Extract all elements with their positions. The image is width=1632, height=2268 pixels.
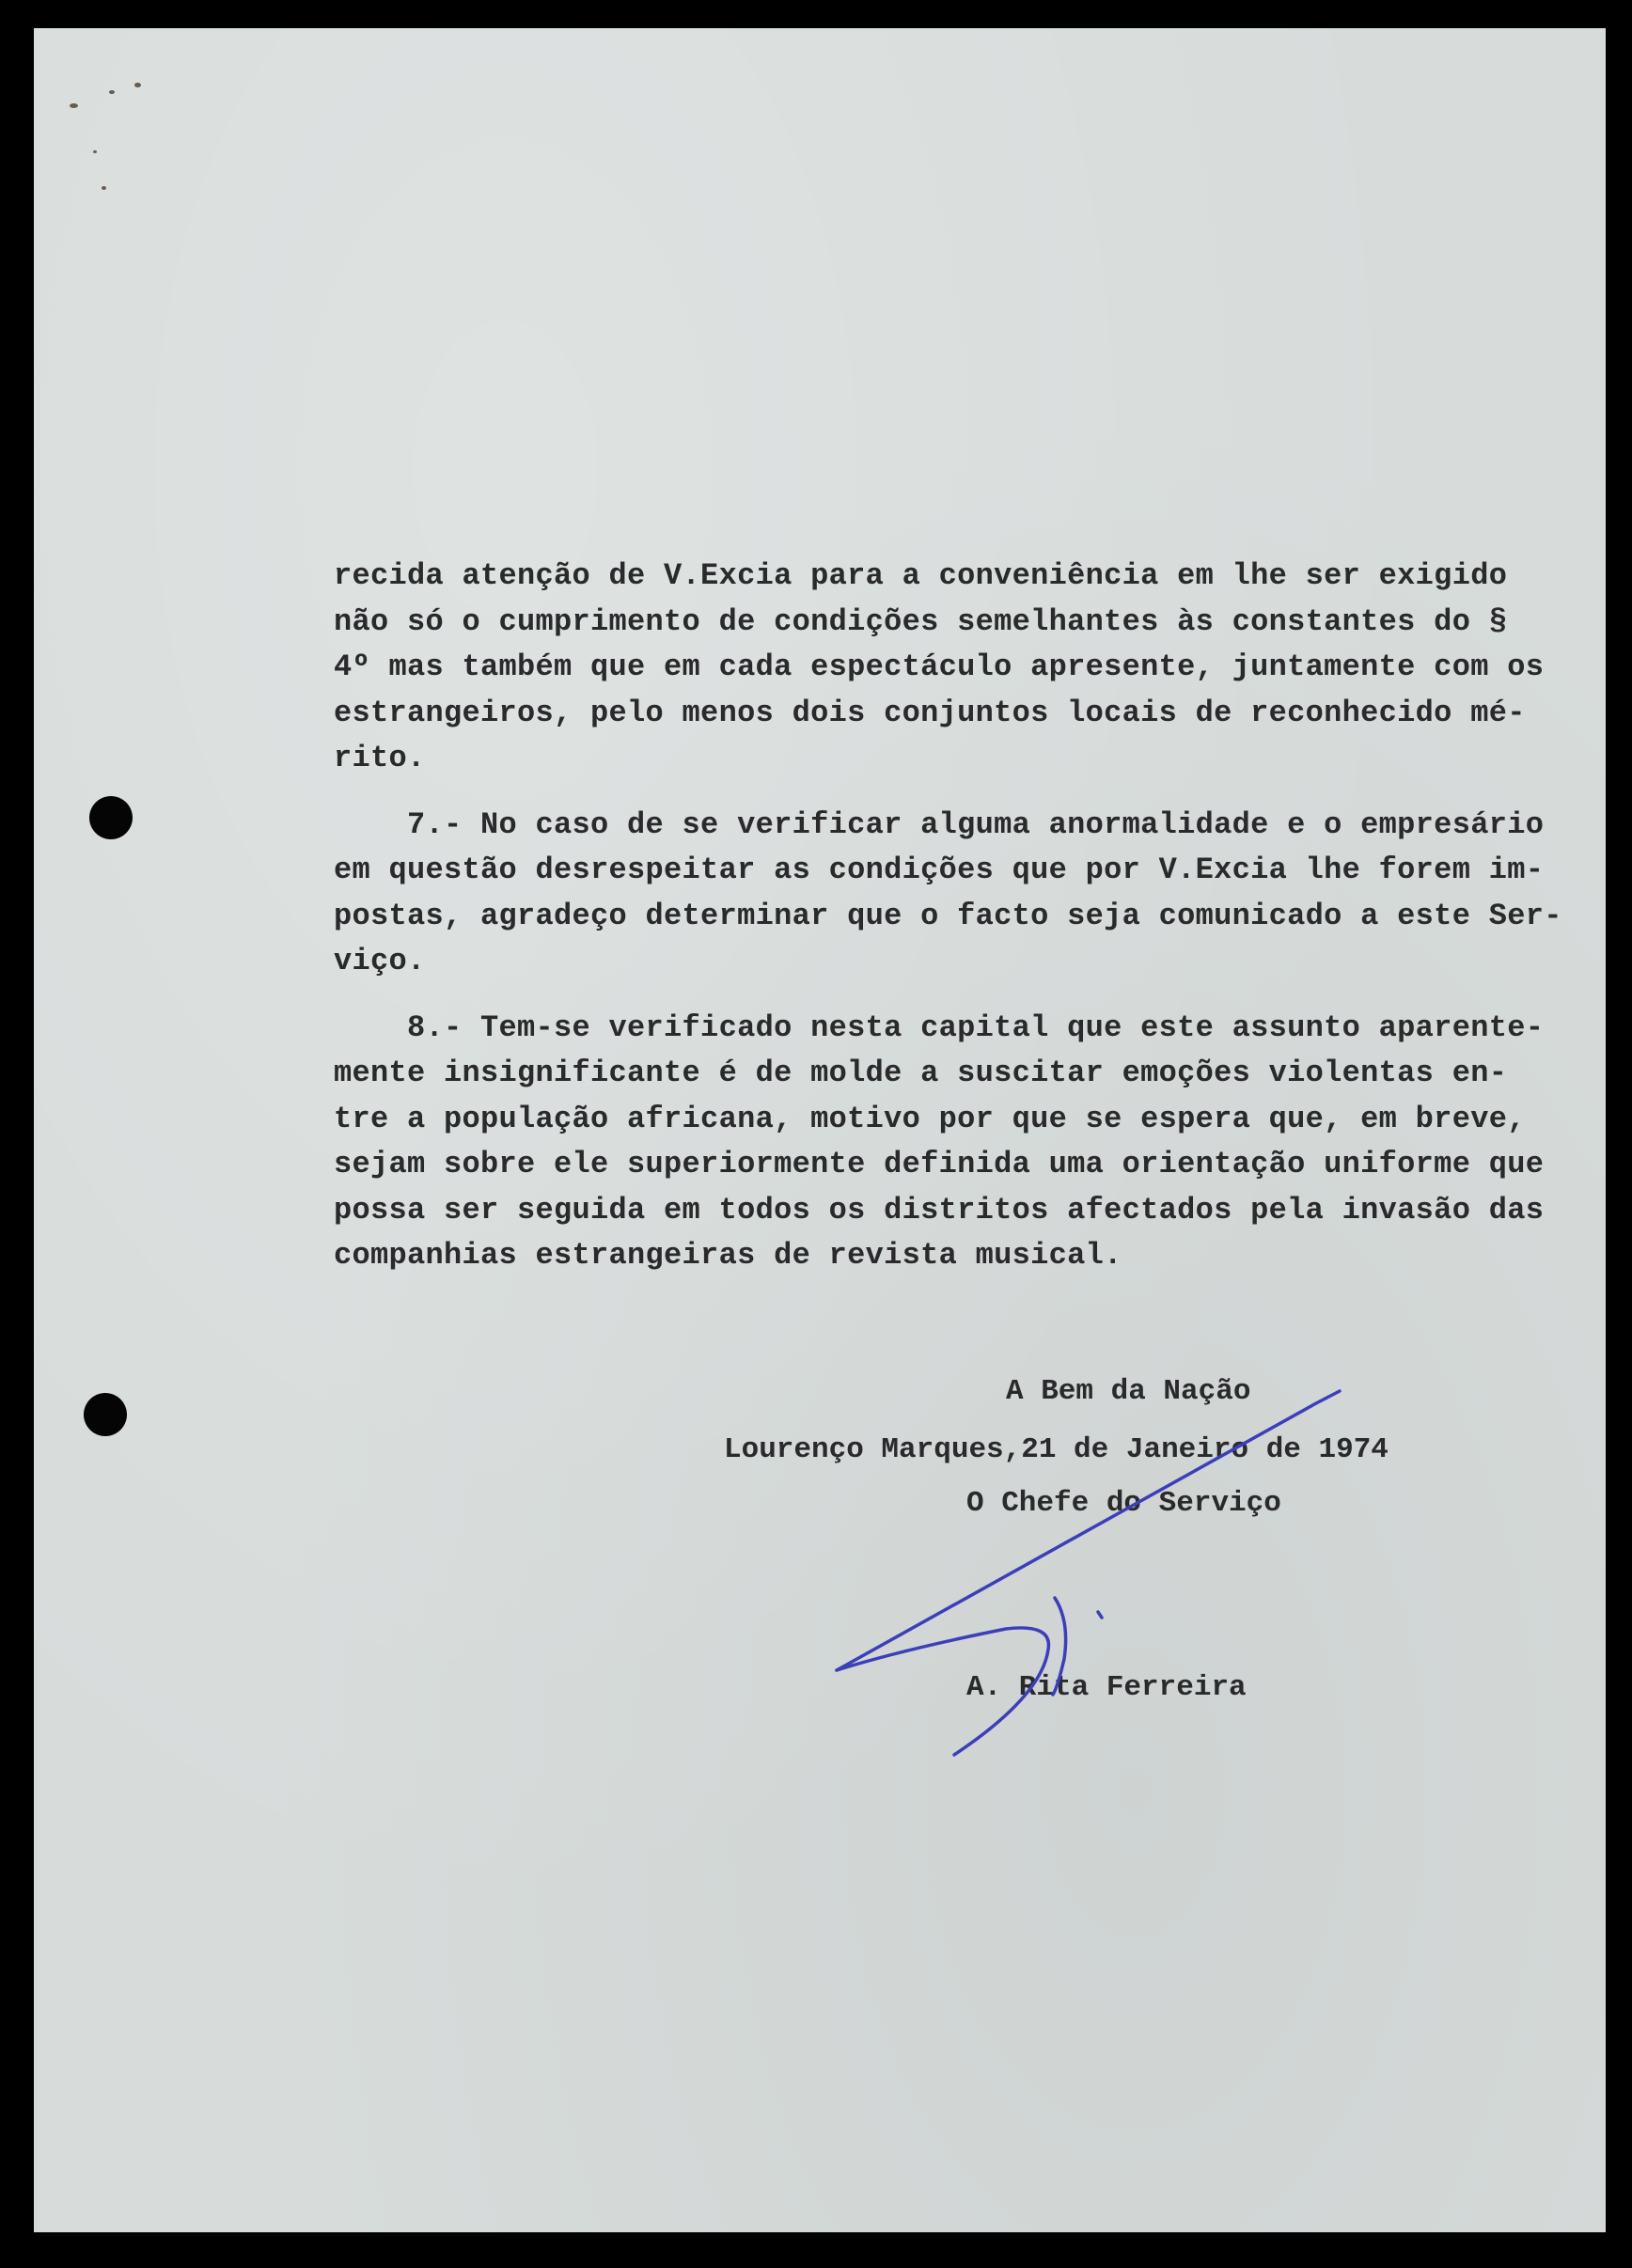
text-line: postas, agradeço determinar que o facto seja comunicado a este Ser-	[334, 898, 1562, 933]
text-line: tre a população africana, motivo por que se espera que, em breve,	[334, 1101, 1526, 1136]
text-line: possa ser seguida em todos os distritos afectados pela invasão das	[334, 1192, 1545, 1228]
text-line: 4º mas também que em cada espectáculo apresente, juntamente com os	[334, 649, 1545, 684]
handwritten-signature	[818, 1377, 1363, 1772]
paragraph-7	[334, 807, 1593, 990]
text-line: sejam sobre ele superiormente definida uma orientação uniforme que	[334, 1147, 1545, 1181]
text-line: 7.- No caso de se verificar alguma anormalidade e o empresário	[334, 806, 1545, 842]
punch-hole-top	[89, 796, 133, 839]
text-line: rito.	[334, 741, 426, 775]
paragraph-6-continuation	[334, 558, 1593, 787]
paper-speck	[93, 150, 97, 153]
letter-body	[334, 558, 1593, 1284]
text-line: não só o cumprimento de condições semelhantes às constantes do §	[334, 603, 1508, 639]
text-line: mente insignificante é de molde a suscitar emoções violentas en-	[334, 1056, 1508, 1090]
paper-speck	[102, 186, 106, 190]
paper-speck	[70, 103, 78, 108]
text-line: 8.- Tem-se verificado nesta capital que este assunto aparente-	[334, 1009, 1545, 1045]
text-line: estrangeiros, pelo menos dois conjuntos locais de reconhecido mé-	[334, 695, 1526, 730]
place-and-date: Lourenço Marques,21 de Janeiro de 1974	[724, 1433, 1389, 1466]
punch-hole-bottom	[84, 1393, 127, 1436]
paper-speck	[109, 90, 115, 94]
closing-salutation: A Bem da Nação	[1006, 1375, 1251, 1408]
text-line: recida atenção de V.Excia para a conveniência em lhe ser exigido	[334, 558, 1508, 593]
paper-speck	[134, 83, 141, 87]
signatory-title: O Chefe do Serviço	[966, 1487, 1281, 1520]
text-line: viço.	[334, 944, 426, 978]
text-line: companhias estrangeiras de revista musical.	[334, 1238, 1122, 1273]
paragraph-8	[334, 1010, 1593, 1284]
signatory-name: A. Rita Ferreira	[966, 1671, 1247, 1704]
text-line: em questão desrespeitar as condições que por V.Excia lhe forem im-	[334, 852, 1545, 887]
